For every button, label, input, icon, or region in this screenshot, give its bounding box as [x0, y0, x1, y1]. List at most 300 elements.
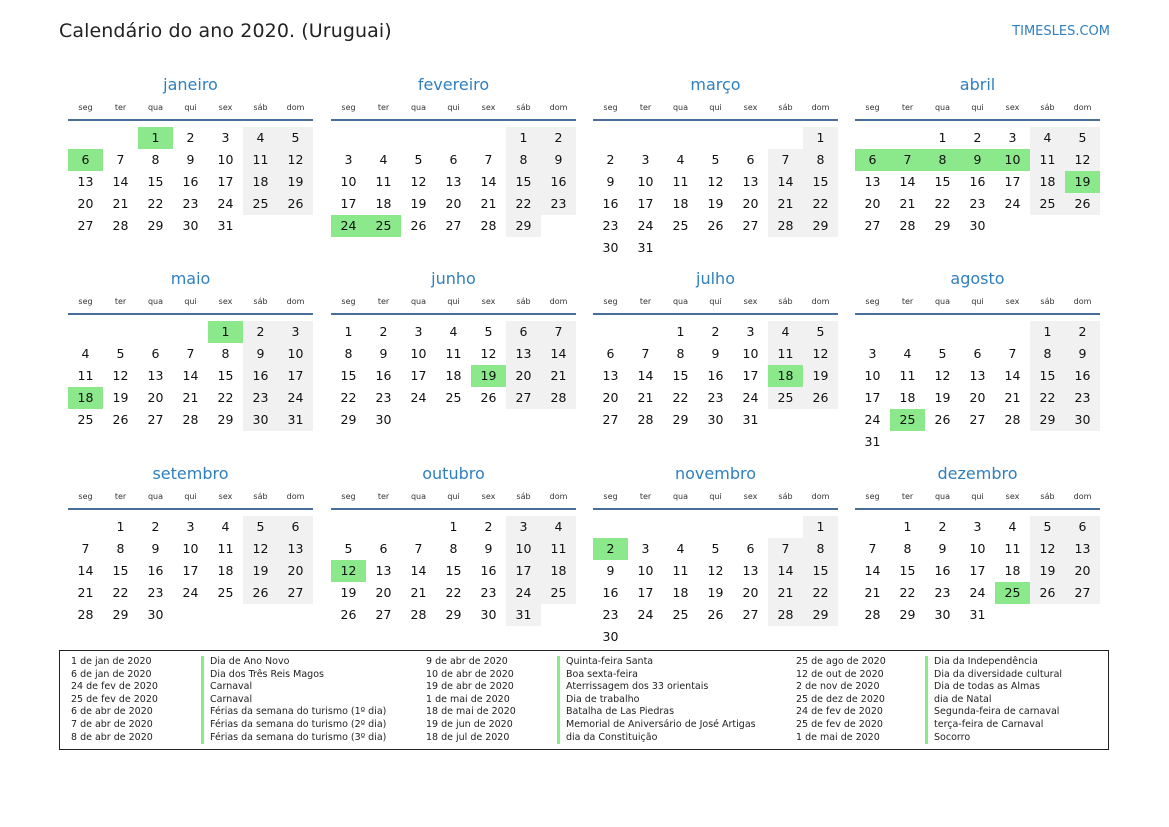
day-cell: 8 — [1030, 343, 1065, 365]
weekday-label: dom — [549, 297, 568, 306]
day-cell: 17 — [637, 585, 654, 600]
weekday-label: sáb — [1040, 492, 1055, 501]
weekday-header — [68, 490, 313, 510]
day-cell: 10 — [182, 541, 199, 556]
day-cell: 5 — [484, 324, 493, 339]
day-cell: 7 — [484, 152, 493, 167]
day-cell: 27 — [278, 582, 313, 604]
day-cell: 13 — [602, 368, 619, 383]
day-cell: 15 — [445, 563, 462, 578]
day-cell: 31 — [278, 409, 313, 431]
day-cell: 21 — [480, 196, 497, 211]
legend-holiday-name: Boa sexta-feira — [557, 669, 756, 682]
day-cell: 15 — [340, 368, 357, 383]
weekday-label: qua — [934, 492, 951, 501]
day-cell: 5 — [116, 346, 125, 361]
day-cell: 14 — [541, 343, 576, 365]
day-cell: 9 — [541, 149, 576, 171]
holiday-day-cell: 12 — [331, 560, 366, 582]
holiday-day-cell: 24 — [331, 215, 366, 237]
day-cell: 7 — [116, 152, 125, 167]
weekday-label: dom — [1073, 297, 1092, 306]
month-name: abril — [959, 75, 996, 94]
day-cell: 14 — [480, 174, 497, 189]
weekday-header — [855, 490, 1100, 510]
day-cell: 25 — [217, 585, 234, 600]
weekday-label: qui — [447, 297, 460, 306]
day-cell: 9 — [186, 152, 195, 167]
day-cell: 5 — [711, 541, 720, 556]
weekday-header — [68, 295, 313, 315]
day-cell: 5 — [1030, 516, 1065, 538]
day-cell: 7 — [81, 541, 90, 556]
day-cell: 17 — [217, 174, 234, 189]
day-cell: 13 — [969, 368, 986, 383]
month-name: outubro — [422, 464, 485, 483]
brand-link[interactable]: TIMESLES.COM — [1012, 24, 1110, 39]
holiday-day-cell: 6 — [855, 149, 890, 171]
weekday-label: sex — [218, 492, 233, 501]
weekday-label: dom — [811, 492, 830, 501]
weekday-label: qui — [709, 103, 722, 112]
day-cell: 19 — [243, 560, 278, 582]
day-cell: 24 — [637, 607, 654, 622]
day-cell: 21 — [864, 585, 881, 600]
day-cell: 14 — [768, 171, 803, 193]
day-cell: 6 — [973, 346, 982, 361]
weekday-label: dom — [286, 103, 305, 112]
weekday-label: qua — [147, 492, 164, 501]
weekday-label: ter — [639, 492, 652, 501]
day-cell: 10 — [969, 541, 986, 556]
day-cell: 11 — [77, 368, 94, 383]
day-cell: 18 — [243, 171, 278, 193]
day-cell: 16 — [1065, 365, 1100, 387]
day-cell: 29 — [112, 607, 129, 622]
day-cell: 28 — [410, 607, 427, 622]
day-cell: 7 — [414, 541, 423, 556]
day-cell: 30 — [969, 218, 986, 233]
day-cell: 28 — [1004, 412, 1021, 427]
weekday-label: seg — [865, 103, 880, 112]
day-cell: 23 — [969, 196, 986, 211]
day-cell: 24 — [864, 412, 881, 427]
day-cell: 29 — [340, 412, 357, 427]
day-cell: 5 — [803, 321, 838, 343]
day-cell: 7 — [868, 541, 877, 556]
weekday-label: dom — [286, 492, 305, 501]
day-cell: 5 — [414, 152, 423, 167]
day-cell: 19 — [112, 390, 129, 405]
day-grid — [331, 510, 576, 650]
day-cell: 17 — [340, 196, 357, 211]
day-cell: 14 — [182, 368, 199, 383]
day-cell: 22 — [147, 196, 164, 211]
day-cell: 16 — [541, 171, 576, 193]
weekday-label: seg — [341, 103, 356, 112]
day-cell: 4 — [903, 346, 912, 361]
day-cell: 12 — [243, 538, 278, 560]
legend-holiday-name: dia de Natal — [925, 694, 1062, 707]
day-cell: 9 — [606, 174, 615, 189]
day-grid — [855, 121, 1100, 261]
holiday-day-cell: 19 — [471, 365, 506, 387]
legend-date: 24 de fev de 2020 — [796, 706, 883, 718]
holiday-day-cell: 25 — [890, 409, 925, 431]
weekday-label: sex — [743, 297, 758, 306]
weekday-label: sáb — [253, 492, 268, 501]
day-cell: 25 — [672, 218, 689, 233]
day-cell: 28 — [768, 604, 803, 626]
day-cell: 30 — [375, 412, 392, 427]
day-cell: 4 — [81, 346, 90, 361]
month-name: fevereiro — [417, 75, 490, 94]
legend-holiday-name: Dia de todas as Almas — [925, 681, 1062, 694]
day-cell: 18 — [375, 196, 392, 211]
day-cell: 4 — [1008, 519, 1017, 534]
day-cell: 17 — [182, 563, 199, 578]
day-cell: 11 — [375, 174, 392, 189]
day-cell: 13 — [375, 563, 392, 578]
day-cell: 30 — [602, 629, 619, 644]
day-cell: 1 — [938, 130, 947, 145]
day-cell: 3 — [746, 324, 755, 339]
day-cell: 11 — [1030, 149, 1065, 171]
day-cell: 1 — [449, 519, 458, 534]
day-cell: 4 — [541, 516, 576, 538]
day-cell: 19 — [410, 196, 427, 211]
weekday-header — [68, 101, 313, 121]
holiday-day-cell: 25 — [995, 582, 1030, 604]
day-cell: 18 — [899, 390, 916, 405]
day-cell: 31 — [506, 604, 541, 626]
weekday-label: ter — [639, 297, 652, 306]
weekday-label: sex — [1005, 297, 1020, 306]
day-cell: 3 — [221, 130, 230, 145]
weekday-label: qua — [672, 297, 689, 306]
weekday-label: ter — [901, 297, 914, 306]
weekday-label: qui — [971, 297, 984, 306]
legend-date: 7 de abr de 2020 — [71, 718, 153, 730]
day-cell: 17 — [637, 196, 654, 211]
day-cell: 28 — [480, 218, 497, 233]
day-cell: 4 — [221, 519, 230, 534]
day-cell: 8 — [221, 346, 230, 361]
day-cell: 12 — [803, 343, 838, 365]
day-cell: 6 — [746, 152, 755, 167]
legend-date: 1 de mai de 2020 — [796, 731, 880, 743]
day-cell: 6 — [379, 541, 388, 556]
day-cell: 23 — [375, 390, 392, 405]
legend-date: 25 de ago de 2020 — [796, 656, 886, 667]
day-cell: 6 — [1065, 516, 1100, 538]
day-cell: 24 — [637, 218, 654, 233]
day-cell: 19 — [934, 390, 951, 405]
month-name: julho — [696, 269, 735, 288]
day-cell: 28 — [899, 218, 916, 233]
day-cell: 26 — [1030, 582, 1065, 604]
legend-date: 1 de jan de 2020 — [71, 656, 152, 667]
day-cell: 3 — [186, 519, 195, 534]
day-cell: 18 — [672, 585, 689, 600]
day-cell: 20 — [742, 196, 759, 211]
day-cell: 31 — [864, 434, 881, 449]
day-cell: 28 — [77, 607, 94, 622]
day-cell: 19 — [278, 171, 313, 193]
weekday-label: dom — [286, 297, 305, 306]
day-grid — [68, 315, 313, 455]
legend-holiday-name: Férias da semana do turismo (1º dia) — [201, 706, 386, 719]
day-cell: 19 — [340, 585, 357, 600]
day-cell: 26 — [480, 390, 497, 405]
day-cell: 20 — [506, 365, 541, 387]
day-cell: 2 — [186, 130, 195, 145]
day-cell: 30 — [707, 412, 724, 427]
weekday-label: qua — [410, 297, 427, 306]
day-cell: 5 — [278, 127, 313, 149]
day-cell: 19 — [707, 585, 724, 600]
day-cell: 18 — [1004, 563, 1021, 578]
day-cell: 27 — [77, 218, 94, 233]
day-cell: 29 — [445, 607, 462, 622]
day-cell: 16 — [602, 585, 619, 600]
legend-holiday-name: Dia da Independência — [925, 656, 1062, 669]
day-cell: 10 — [506, 538, 541, 560]
month-3 — [855, 75, 1100, 261]
day-cell: 2 — [243, 321, 278, 343]
legend-name-column — [557, 656, 756, 744]
day-cell: 30 — [602, 240, 619, 255]
weekday-label: dom — [811, 103, 830, 112]
weekday-label: sex — [481, 297, 496, 306]
day-cell: 16 — [243, 365, 278, 387]
day-cell: 30 — [480, 607, 497, 622]
day-cell: 15 — [1030, 365, 1065, 387]
day-cell: 2 — [1065, 321, 1100, 343]
weekday-label: qui — [971, 492, 984, 501]
weekday-label: qua — [672, 103, 689, 112]
day-cell: 23 — [602, 218, 619, 233]
month-9 — [331, 464, 576, 650]
month-1 — [331, 75, 576, 261]
day-cell: 18 — [445, 368, 462, 383]
weekday-label: qui — [447, 103, 460, 112]
day-cell: 15 — [899, 563, 916, 578]
day-cell: 13 — [742, 563, 759, 578]
day-cell: 22 — [934, 196, 951, 211]
day-cell: 15 — [506, 171, 541, 193]
day-cell: 3 — [344, 152, 353, 167]
day-cell: 6 — [449, 152, 458, 167]
legend-date-column — [426, 656, 516, 744]
day-cell: 28 — [112, 218, 129, 233]
weekday-label: sáb — [778, 103, 793, 112]
day-cell: 17 — [864, 390, 881, 405]
day-cell: 13 — [77, 174, 94, 189]
legend-date: 12 de out de 2020 — [796, 668, 884, 680]
day-cell: 25 — [77, 412, 94, 427]
day-cell: 28 — [768, 215, 803, 237]
weekday-header — [331, 490, 576, 510]
legend-holiday-name: Aterrissagem dos 33 orientais — [557, 681, 756, 694]
day-cell: 16 — [707, 368, 724, 383]
day-cell: 3 — [506, 516, 541, 538]
day-cell: 25 — [541, 582, 576, 604]
weekday-label: sex — [481, 103, 496, 112]
day-cell: 13 — [147, 368, 164, 383]
day-cell: 5 — [243, 516, 278, 538]
weekday-label: qui — [447, 492, 460, 501]
day-cell: 26 — [340, 607, 357, 622]
day-cell: 9 — [484, 541, 493, 556]
month-7 — [855, 269, 1100, 455]
day-cell: 30 — [934, 607, 951, 622]
weekday-label: qua — [934, 297, 951, 306]
day-cell: 25 — [768, 387, 803, 409]
day-cell: 4 — [676, 541, 685, 556]
weekday-label: dom — [1073, 103, 1092, 112]
day-cell: 24 — [742, 390, 759, 405]
legend-date: 18 de mai de 2020 — [426, 706, 516, 718]
day-cell: 24 — [182, 585, 199, 600]
day-cell: 30 — [182, 218, 199, 233]
day-cell: 23 — [602, 607, 619, 622]
day-cell: 20 — [1065, 560, 1100, 582]
legend-date-column — [796, 656, 886, 744]
weekday-label: sex — [218, 297, 233, 306]
day-cell: 23 — [934, 585, 951, 600]
day-cell: 16 — [602, 196, 619, 211]
day-cell: 6 — [278, 516, 313, 538]
day-cell: 20 — [602, 390, 619, 405]
day-cell: 19 — [707, 196, 724, 211]
day-cell: 1 — [344, 324, 353, 339]
day-grid — [593, 315, 838, 455]
weekday-label: dom — [549, 103, 568, 112]
weekday-label: seg — [603, 297, 618, 306]
day-grid — [593, 121, 838, 261]
day-cell: 17 — [506, 560, 541, 582]
day-cell: 21 — [1004, 390, 1021, 405]
day-cell: 7 — [1008, 346, 1017, 361]
day-cell: 27 — [742, 218, 759, 233]
day-cell: 11 — [672, 174, 689, 189]
day-cell: 27 — [864, 218, 881, 233]
legend-holiday-name: Dia da diversidade cultural — [925, 669, 1062, 682]
day-cell: 8 — [151, 152, 160, 167]
holiday-day-cell: 9 — [960, 149, 995, 171]
day-cell: 15 — [112, 563, 129, 578]
legend-date: 19 de abr de 2020 — [426, 681, 514, 693]
day-cell: 3 — [278, 321, 313, 343]
day-cell: 10 — [278, 343, 313, 365]
day-cell: 19 — [1030, 560, 1065, 582]
day-cell: 9 — [606, 563, 615, 578]
weekday-label: sex — [481, 492, 496, 501]
day-grid — [331, 315, 576, 455]
day-cell: 4 — [1030, 127, 1065, 149]
day-cell: 22 — [217, 390, 234, 405]
day-cell: 25 — [672, 607, 689, 622]
weekday-label: sex — [1005, 492, 1020, 501]
day-cell: 21 — [637, 390, 654, 405]
day-cell: 11 — [899, 368, 916, 383]
day-cell: 29 — [147, 218, 164, 233]
day-cell: 26 — [243, 582, 278, 604]
day-cell: 21 — [768, 193, 803, 215]
month-name: agosto — [950, 269, 1005, 288]
day-cell: 14 — [768, 560, 803, 582]
month-name: janeiro — [163, 75, 218, 94]
day-cell: 23 — [541, 193, 576, 215]
day-cell: 17 — [1004, 174, 1021, 189]
day-cell: 3 — [868, 346, 877, 361]
weekday-label: seg — [78, 297, 93, 306]
day-cell: 9 — [379, 346, 388, 361]
day-cell: 15 — [803, 560, 838, 582]
day-cell: 10 — [637, 563, 654, 578]
weekday-label: qui — [971, 103, 984, 112]
day-cell: 31 — [217, 218, 234, 233]
legend-date: 9 de abr de 2020 — [426, 656, 508, 667]
day-cell: 29 — [803, 604, 838, 626]
legend-date: 8 de abr de 2020 — [71, 731, 153, 743]
weekday-label: ter — [114, 103, 127, 112]
day-cell: 24 — [969, 585, 986, 600]
day-cell: 12 — [707, 174, 724, 189]
weekday-label: ter — [114, 492, 127, 501]
weekday-label: seg — [341, 297, 356, 306]
day-cell: 11 — [672, 563, 689, 578]
day-cell: 12 — [278, 149, 313, 171]
day-cell: 20 — [375, 585, 392, 600]
day-cell: 30 — [243, 409, 278, 431]
day-cell: 2 — [541, 127, 576, 149]
day-cell: 2 — [711, 324, 720, 339]
day-cell: 4 — [768, 321, 803, 343]
day-cell: 25 — [243, 193, 278, 215]
day-cell: 21 — [768, 582, 803, 604]
day-cell: 11 — [217, 541, 234, 556]
day-cell: 15 — [803, 171, 838, 193]
holiday-day-cell: 1 — [138, 127, 173, 149]
day-cell: 22 — [445, 585, 462, 600]
day-cell: 5 — [1065, 127, 1100, 149]
day-cell: 14 — [864, 563, 881, 578]
legend-date: 1 de mai de 2020 — [426, 693, 510, 705]
day-cell: 20 — [147, 390, 164, 405]
legend-holiday-name: Férias da semana do turismo (2º dia) — [201, 719, 386, 732]
weekday-label: ter — [114, 297, 127, 306]
day-cell: 11 — [768, 343, 803, 365]
weekday-label: sáb — [516, 492, 531, 501]
weekday-label: sáb — [778, 492, 793, 501]
legend-holiday-name: Batalha de Las Piedras — [557, 706, 756, 719]
legend-date: 10 de abr de 2020 — [426, 668, 514, 680]
day-cell: 18 — [217, 563, 234, 578]
weekday-label: seg — [603, 492, 618, 501]
day-cell: 12 — [1065, 149, 1100, 171]
weekday-label: ter — [377, 297, 390, 306]
legend-holiday-name: terça-feira de Carnaval — [925, 719, 1062, 732]
weekday-label: seg — [865, 297, 880, 306]
day-cell: 6 — [746, 541, 755, 556]
day-cell: 8 — [676, 346, 685, 361]
weekday-label: sáb — [778, 297, 793, 306]
day-cell: 22 — [506, 193, 541, 215]
day-cell: 15 — [217, 368, 234, 383]
day-cell: 28 — [182, 412, 199, 427]
